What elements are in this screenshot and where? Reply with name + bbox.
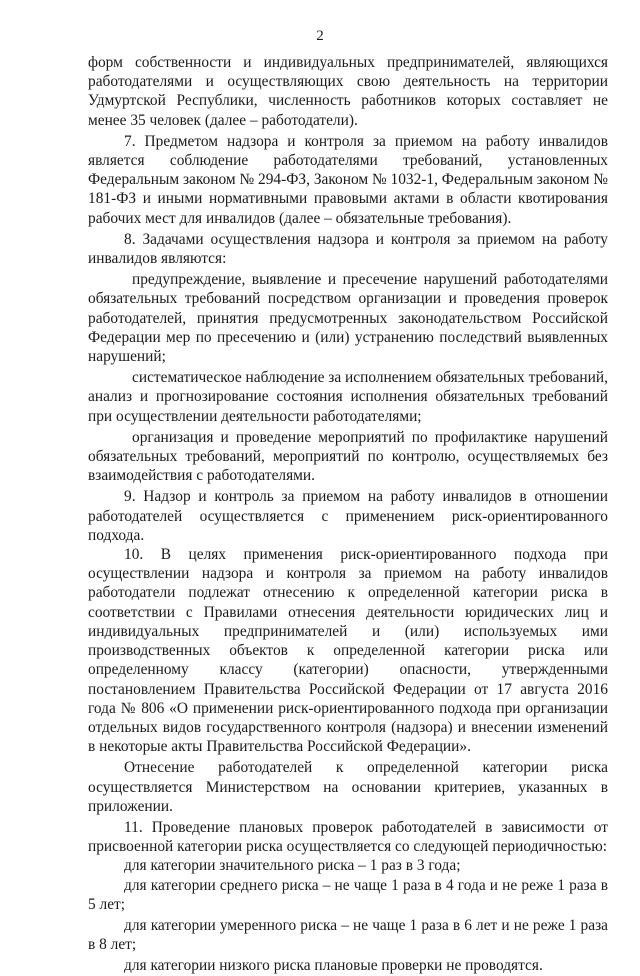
paragraph-9: 9. Надзор и контроль за приемом на работу инвалидов в отношении работодателей осуществляется с применением риск-ориентированного подхода. xyxy=(88,488,608,544)
paragraph-risk-assignment: Отнесение работодателей к определенной категории риска осуществляется Министерством на основании критериев, указанных в приложении. xyxy=(88,759,608,815)
paragraph-10: 10. В целях применения риск-ориентированного подхода при осуществлении надзора и контроля за приемом на работу инвалидов работодатели подлежат отнесению к определенной категории риска в соответствии с Правилами отнесения деятельности юридических лиц и индивидуальных предпринимателей и (или) используемых ими производственных объектов к определенной категории риска или определенному классу (категории) опасности, утвержденными постановлением Правительства Российской Федерации от 17 августа 2016 года № 806 «О применении риск-ориентированного подхода при организации отдельных видов государственного контроля (надзора) и внесении изменений в некоторые акты Правительства Российской Федерации». xyxy=(88,546,608,756)
paragraph-7: 7. Предметом надзора и контроля за приемом на работу инвалидов является соблюдение работодателями требований, установленных Федеральным законом № 294-ФЗ, Законом № 1032-1, Федеральным законом № 181-ФЗ и иными нормативными правовыми актами в области квотирования рабочих мест для инвалидов (далее – обязательные требования). xyxy=(88,132,608,227)
document-body xyxy=(88,53,608,976)
paragraph-continuation: форм собственности и индивидуальных предпринимателей, являющихся работодателями и осуществляющих свою деятельность на территории Удмуртской Республики, численность работников которых составляет не менее 35 человек (далее – работодатели). xyxy=(88,54,608,129)
task-item-3: организация и проведение мероприятий по профилактике нарушений обязательных требований, мероприятий по контролю, осуществляемых без взаимодействия с работодателями. xyxy=(88,428,608,485)
task-item-1: предупреждение, выявление и пресечение нарушений работодателями обязательных требований посредством организации и проведения проверок работодателей, принятия предусмотренных законодательством Российской Федерации мер по пресечению и (или) устранению последствий выявленных нарушений; xyxy=(88,271,608,366)
paragraph-11: 11. Проведение плановых проверок работодателей в зависимости от присвоенной категории риска осуществляется со следующей периодичностью: xyxy=(88,818,608,856)
paragraph-8: 8. Задачами осуществления надзора и контроля за приемом на работу инвалидов являются: xyxy=(88,230,608,268)
periodicity-significant-risk: для категории значительного риска – 1 раз в 3 года; xyxy=(124,857,461,875)
periodicity-moderate-risk: для категории умеренного риска – не чаще 1 раза в 6 лет и не реже 1 раза в 8 лет; xyxy=(88,916,608,954)
periodicity-medium-risk: для категории среднего риска – не чаще 1 раза в 4 года и не реже 1 раза в 5 лет; xyxy=(88,876,608,913)
periodicity-low-risk: для категории низкого риска плановые проверки не проводятся. xyxy=(124,957,543,975)
task-item-2: систематическое наблюдение за исполнением обязательных требований, анализ и прогнозирование состояния исполнения обязательных требований при осуществлении деятельности работодателями; xyxy=(88,369,608,425)
page-number: 2 xyxy=(316,28,324,44)
